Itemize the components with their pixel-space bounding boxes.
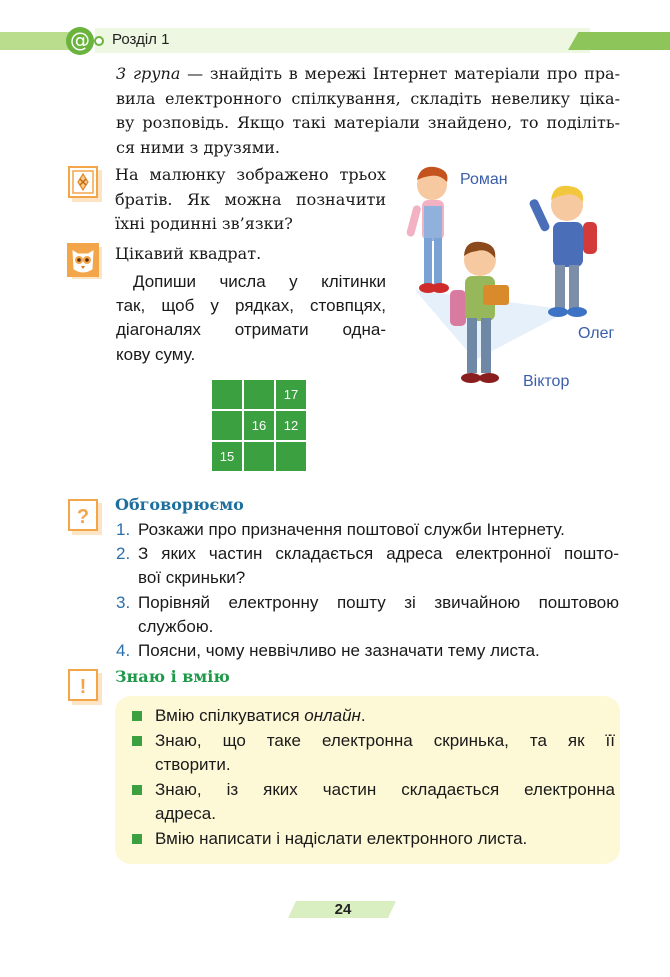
brothers-line-3: їхні родинні зв’язки? — [115, 214, 293, 233]
know-item-3: Знаю, із яких частин складається електронна адреса. — [155, 780, 615, 824]
intro-line-1: 3 група — знайдіть в мережі Інтернет матеріали про пра- — [116, 64, 620, 83]
grid-cell[interactable]: 17 — [276, 380, 306, 409]
brothers-task — [115, 163, 386, 237]
bullet-icon — [132, 736, 142, 746]
section-title: Розділ 1 — [112, 31, 170, 48]
grid-cell[interactable]: 16 — [244, 411, 274, 440]
discuss-item-4: 4. Поясни, чому неввічливо не зазначати тему листа. — [116, 641, 540, 661]
discuss-list — [116, 518, 619, 663]
at-icon: @ — [66, 27, 94, 55]
grid-cell[interactable] — [244, 442, 274, 471]
square-line-1: Допиши числа у клітинки — [133, 272, 386, 291]
name-viktor: Віктор — [523, 373, 570, 390]
bullet-icon — [132, 834, 142, 844]
intro-paragraph — [116, 62, 620, 160]
know-item-4: Вмію написати і надіслати електронного листа. — [155, 829, 528, 848]
roman-figure — [406, 167, 449, 293]
header-band-right — [568, 32, 670, 50]
svg-text:?: ? — [76, 506, 90, 528]
grid-cell[interactable] — [244, 380, 274, 409]
page-number: 24 — [334, 901, 352, 918]
grid-cell[interactable] — [212, 380, 242, 409]
know-item-1: Вмію спілкуватися онлайн. — [155, 706, 366, 725]
discuss-item-3: 3. Порівняй електронну пошту зі звичайною поштовою службою. — [116, 592, 619, 636]
intro-line-4: ся ними з друзями. — [116, 137, 280, 157]
group-label: 3 група — [116, 64, 181, 83]
owl-icon — [67, 243, 99, 277]
brothers-line-1: На малюнку зображено трьох — [115, 165, 386, 184]
research-task-icon — [68, 166, 98, 198]
square-line-2: так, щоб у рядках, стовпцях, — [116, 296, 386, 316]
grid-cell[interactable]: 12 — [276, 411, 306, 440]
oleg-figure — [528, 186, 597, 317]
name-roman: Роман — [460, 171, 508, 188]
grid-cell[interactable] — [276, 442, 306, 471]
square-line-3: діагоналях отримати одна- — [116, 320, 386, 340]
bullet-icon — [132, 711, 142, 721]
square-task-text — [116, 270, 386, 367]
bullet-icon — [132, 785, 142, 795]
intro-line-2: вила електронного спілкування, складіть невелику ціка- — [116, 88, 620, 108]
link-dot-icon — [94, 36, 104, 46]
question-icon — [68, 499, 98, 531]
grid-cell[interactable]: 15 — [212, 442, 242, 471]
magic-square — [212, 380, 306, 474]
brothers-illustration — [395, 160, 630, 395]
svg-text:!: ! — [79, 676, 87, 698]
know-title: Знаю і вмію — [115, 667, 230, 686]
intro-line-3: ву розповідь. Якщо такі матеріали знайдено, то поділіть- — [116, 113, 620, 132]
grid-cell[interactable] — [212, 411, 242, 440]
name-oleg: Олег — [578, 325, 615, 342]
exclamation-icon — [68, 669, 98, 701]
discuss-item-1: 1. Розкажи про призначення поштової служби Інтернету. — [116, 520, 565, 539]
square-task-title: Цікавий квадрат. — [115, 244, 262, 263]
brothers-line-2: братів. Як можна позначити — [115, 189, 386, 209]
square-line-4: кову суму. — [116, 344, 196, 364]
discuss-title: Обговорюємо — [115, 495, 244, 514]
discuss-item-2: 2. З яких частин складається адреса електронної пошто- вої скриньки? — [116, 544, 619, 588]
know-item-2: Знаю, що таке електронна скринька, та як її створити. — [155, 731, 615, 775]
